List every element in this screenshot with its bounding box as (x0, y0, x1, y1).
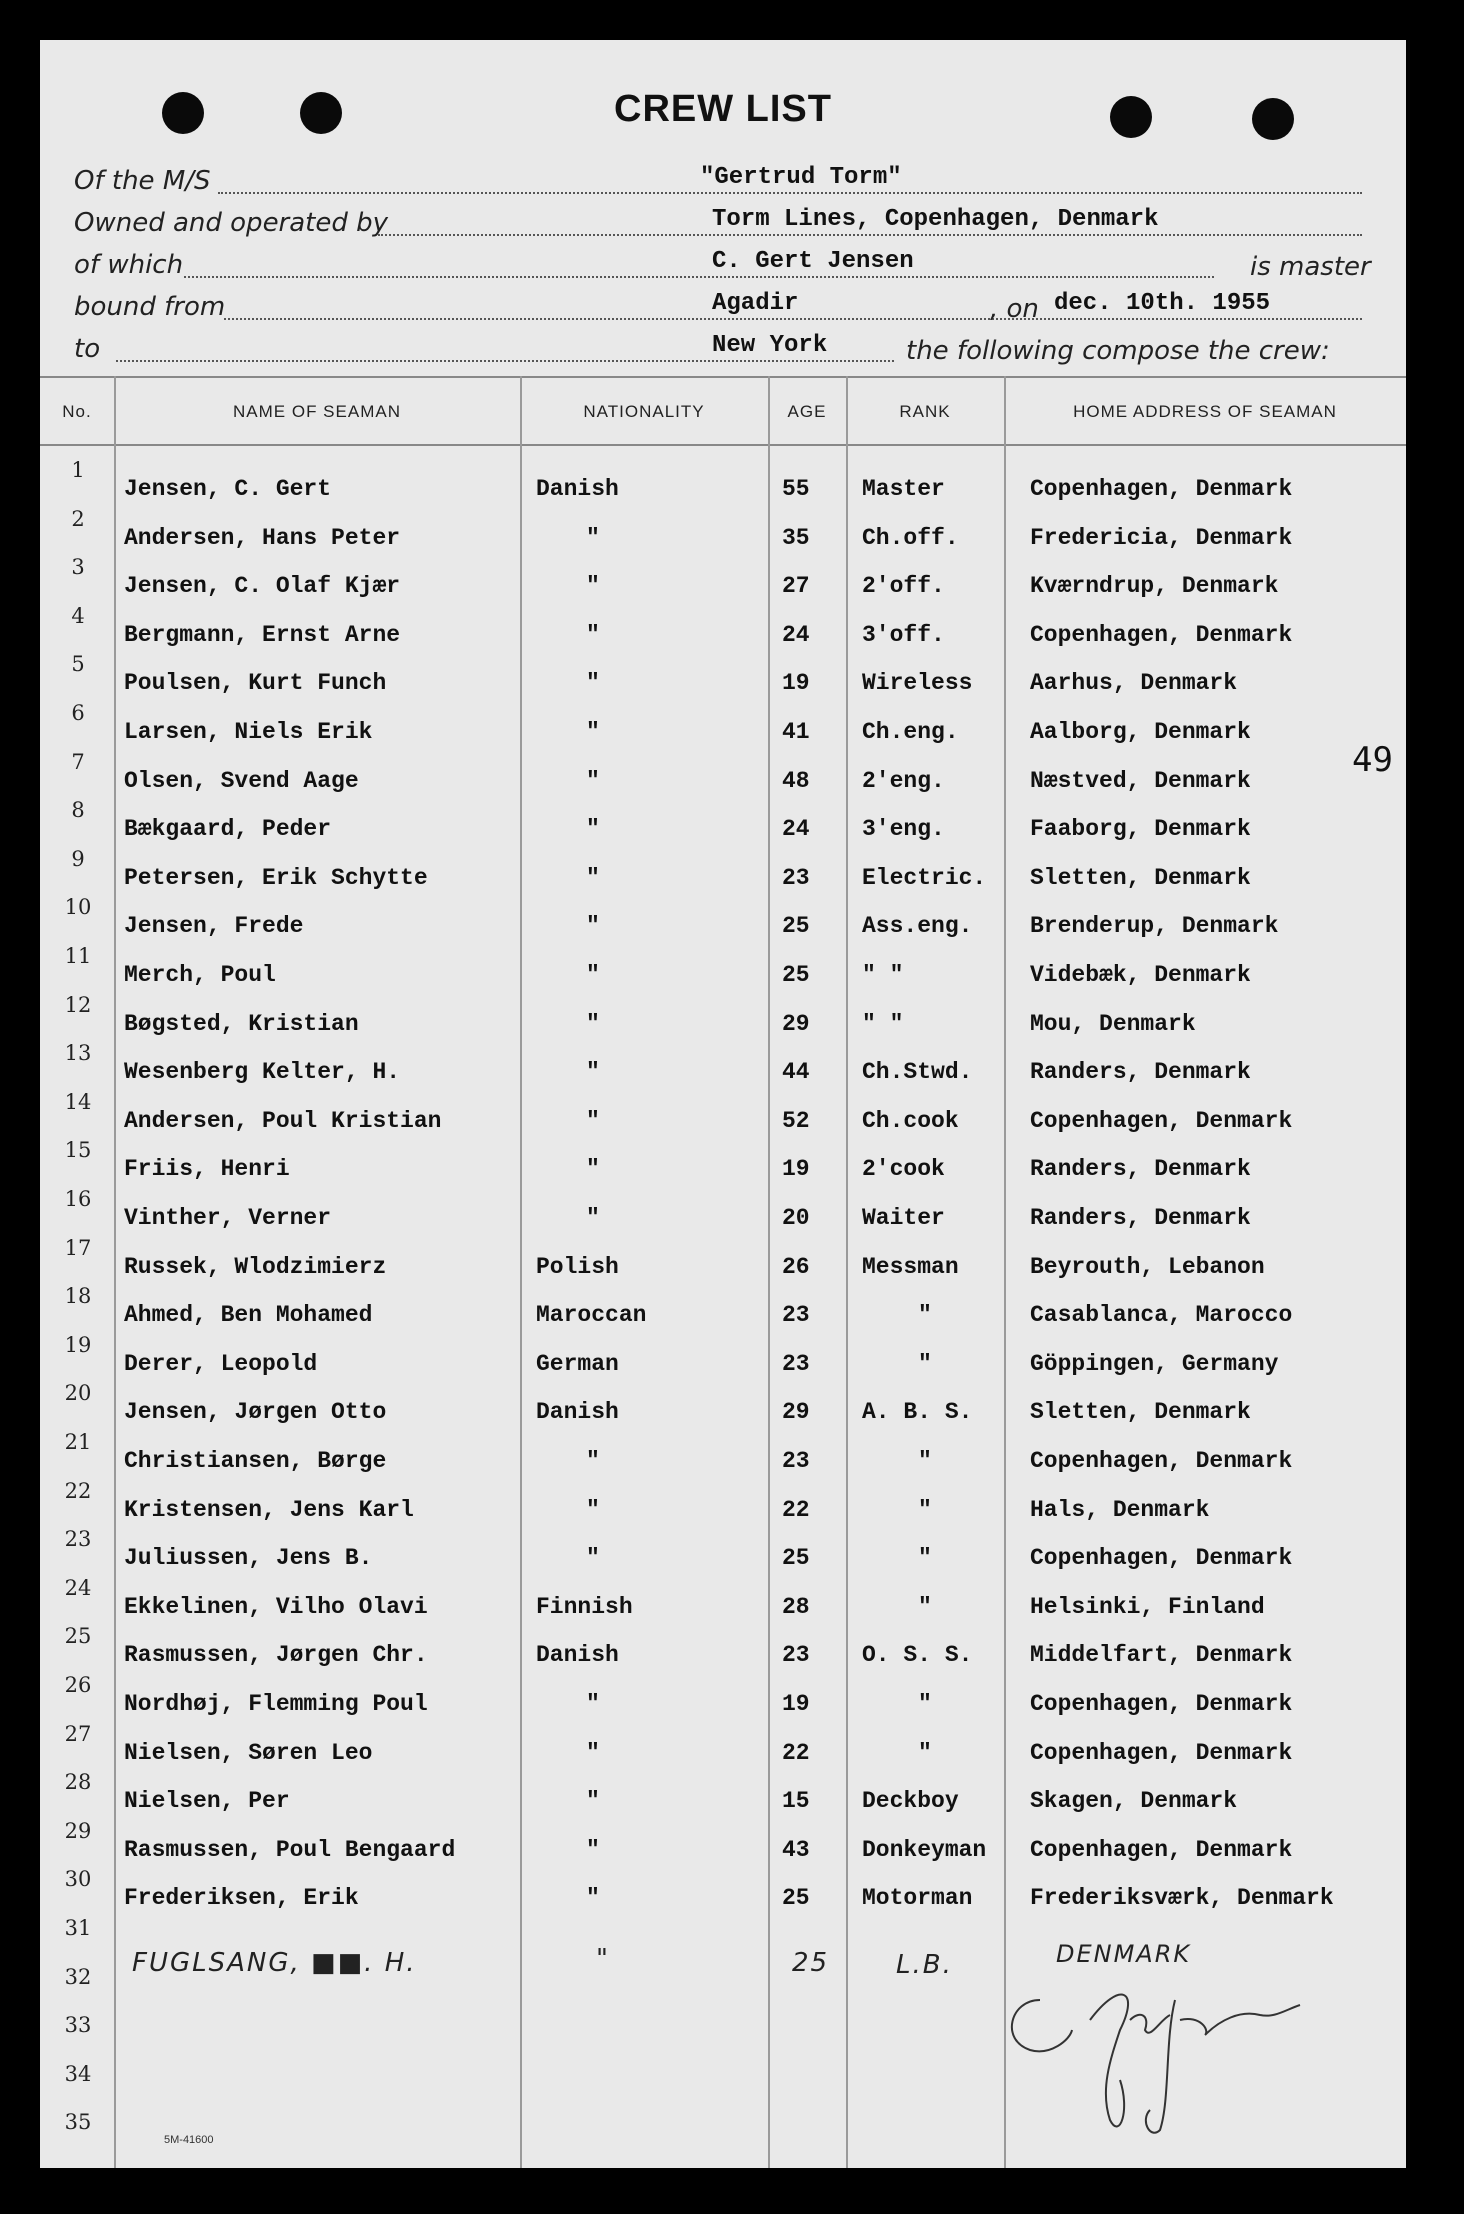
crew-name: Russek, Wlodzimierz (124, 1253, 387, 1280)
crew-nationality: Finnish (536, 1593, 633, 1620)
crew-rank: 2'eng. (862, 767, 945, 794)
crew-name: Nordhøj, Flemming Poul (124, 1691, 428, 1717)
crew-nationality: Danish (536, 1399, 619, 1426)
crew-age: 19 (782, 1156, 810, 1183)
crew-rank: 2'cook (862, 1156, 945, 1183)
crew-name: Jensen, C. Gert (124, 476, 332, 502)
crew-name: Rasmussen, Poul Bengaard (124, 1836, 456, 1863)
row-number: 5 (71, 652, 85, 677)
crew-age: 55 (782, 476, 810, 502)
crew-rank: Ch.Stwd. (862, 1059, 973, 1086)
crew-nationality: Danish (536, 1642, 619, 1669)
crew-rank: Ch.off. (862, 524, 959, 551)
row-number: 19 (64, 1332, 92, 1357)
crew-rank: " (918, 1545, 932, 1572)
crew-rank: " (918, 1302, 932, 1329)
crew-address: Copenhagen, Denmark (1030, 1545, 1293, 1572)
crew-name: Bergmann, Ernst Arne (124, 621, 401, 648)
crew-nationality: Maroccan (536, 1302, 647, 1329)
crew-nationality: " (586, 1545, 600, 1572)
crew-rank: 3'eng. (862, 816, 945, 843)
crew-age: 41 (782, 719, 810, 745)
crew-rank: Waiter (862, 1205, 945, 1231)
vessel-label: Of the M/S (74, 166, 211, 196)
crew-rank: " " (862, 962, 904, 988)
row-number: 14 (64, 1089, 92, 1114)
crew-nationality: " (586, 816, 600, 843)
form-number: 5M-41600 (164, 2134, 214, 2146)
crew-name: Frederiksen, Erik (124, 1885, 359, 1912)
following-label: the following compose the crew: (906, 336, 1330, 366)
crew-nationality: " (586, 621, 600, 648)
crew-name: Kristensen, Jens Karl (124, 1496, 414, 1523)
crew-rank: Master (862, 476, 945, 502)
crew-address: Randers, Denmark (1030, 1205, 1251, 1231)
crew-nationality: " (586, 1448, 600, 1474)
crew-name: Christiansen, Børge (124, 1448, 387, 1474)
row-number: 23 (64, 1527, 92, 1552)
row-number: 15 (64, 1138, 92, 1163)
crew-rank: Ass.eng. (862, 913, 973, 940)
crew-rank: " (918, 1448, 932, 1474)
crew-name: Andersen, Hans Peter (124, 524, 401, 551)
crew-rank: O. S. S. (862, 1642, 973, 1669)
master-signature (1000, 1960, 1310, 2150)
row-number: 22 (64, 1478, 92, 1503)
bound-from-value: Agadir (712, 290, 799, 317)
crew-age: 28 (782, 1593, 810, 1620)
col-address-header: HOME ADDRESS OF SEAMAN (1073, 402, 1337, 421)
crew-age: 25 (782, 1885, 810, 1912)
crew-age: 19 (782, 670, 810, 697)
crew-address: Aarhus, Denmark (1030, 670, 1238, 697)
owner-label: Owned and operated by (74, 208, 389, 238)
crew-nationality: " (586, 1107, 600, 1134)
crew-name: Nielsen, Per (124, 1788, 290, 1815)
row-number: 32 (64, 1964, 92, 1989)
crew-rank: Ch.cook (862, 1107, 959, 1134)
crew-nationality: " (586, 913, 600, 940)
handwritten-nationality: " (596, 1944, 610, 1974)
crew-nationality: " (586, 1691, 600, 1717)
crew-address: Copenhagen, Denmark (1030, 476, 1293, 502)
crew-rank: Messman (862, 1253, 959, 1280)
row-number: 24 (64, 1575, 92, 1600)
crew-name: Bækgaard, Peder (124, 816, 332, 843)
owner-value: Torm Lines, Copenhagen, Denmark (712, 206, 1159, 233)
handwritten-address: DENMARK (1056, 1940, 1192, 1968)
crew-age: 23 (782, 864, 810, 891)
crew-name: Nielsen, Søren Leo (124, 1739, 373, 1766)
crew-address: Göppingen, Germany (1030, 1350, 1279, 1377)
crew-address: Næstved, Denmark (1030, 767, 1251, 794)
crew-address: Casablanca, Marocco (1030, 1302, 1293, 1329)
row-number: 2 (71, 506, 85, 531)
crew-name: Vinther, Verner (124, 1205, 332, 1231)
crew-address: Randers, Denmark (1030, 1156, 1251, 1183)
crew-name: Jensen, Frede (124, 913, 304, 940)
crew-age: 25 (782, 962, 810, 988)
row-number: 27 (64, 1721, 92, 1746)
row-number: 35 (64, 2110, 92, 2135)
row-number: 21 (64, 1430, 92, 1454)
crew-rank: " (918, 1691, 932, 1717)
crew-rank: Ch.eng. (862, 719, 959, 745)
crew-age: 44 (782, 1059, 810, 1086)
row-number: 6 (71, 701, 85, 725)
row-number: 1 (71, 458, 85, 482)
col-age-header: AGE (787, 402, 827, 421)
row-number: 3 (71, 555, 85, 580)
crew-age: 29 (782, 1010, 810, 1037)
bound-from-label: bound from (74, 292, 226, 322)
crew-address: Copenhagen, Denmark (1030, 1107, 1293, 1134)
crew-name: Ekkelinen, Vilho Olavi (124, 1593, 428, 1620)
crew-rank: " (918, 1593, 932, 1620)
crew-age: 35 (782, 524, 810, 551)
is-master-label: is master (1250, 252, 1371, 282)
crew-name: Juliussen, Jens B. (124, 1545, 373, 1572)
crew-nationality: " (586, 1836, 600, 1863)
row-number: 10 (64, 895, 92, 920)
handwritten-name: FUGLSANG, ■■. H. (132, 1948, 417, 1978)
master-value: C. Gert Jensen (712, 248, 914, 275)
date-on-label: , on (990, 294, 1039, 324)
master-label: of which (74, 250, 184, 280)
vessel-name: "Gertrud Torm" (700, 164, 902, 191)
crew-name: Wesenberg Kelter, H. (124, 1059, 401, 1086)
crew-address: Randers, Denmark (1030, 1059, 1251, 1086)
crew-name: Bøgsted, Kristian (124, 1010, 359, 1037)
crew-address: Videbæk, Denmark (1030, 962, 1251, 988)
crew-age: 26 (782, 1253, 810, 1280)
crew-rank: A. B. S. (862, 1399, 973, 1426)
crew-age: 24 (782, 621, 810, 648)
crew-age: 23 (782, 1448, 810, 1474)
crew-name: Jensen, C. Olaf Kjær (124, 573, 401, 600)
crew-name: Petersen, Erik Schytte (124, 864, 428, 891)
crew-address: Copenhagen, Denmark (1030, 1448, 1293, 1474)
row-number: 33 (64, 2013, 92, 2038)
crew-nationality: Polish (536, 1253, 619, 1280)
crew-nationality: " (586, 670, 600, 697)
row-number: 9 (71, 846, 85, 871)
crew-age: 20 (782, 1205, 810, 1231)
crew-address: Helsinki, Finland (1030, 1593, 1265, 1620)
row-number: 20 (64, 1381, 92, 1406)
document-title: CREW LIST (614, 88, 832, 130)
crew-rank: 3'off. (862, 621, 945, 648)
crew-nationality: " (586, 524, 600, 551)
crew-name: Andersen, Poul Kristian (124, 1107, 442, 1134)
crew-age: 52 (782, 1107, 810, 1134)
crew-rank: Electric. (862, 864, 987, 891)
crew-age: 15 (782, 1788, 810, 1815)
row-number: 29 (64, 1818, 92, 1843)
crew-address: Faaborg, Denmark (1030, 816, 1251, 843)
crew-nationality: " (586, 719, 600, 745)
crew-address: Middelfart, Denmark (1030, 1642, 1293, 1669)
crew-nationality: " (586, 1059, 600, 1086)
crew-nationality: " (586, 1205, 600, 1231)
row-number: 30 (64, 1867, 92, 1892)
crew-address: Beyrouth, Lebanon (1030, 1253, 1265, 1280)
crew-nationality: " (586, 573, 600, 600)
date-value: dec. 10th. 1955 (1054, 290, 1271, 317)
crew-age: 48 (782, 767, 810, 794)
crew-age: 29 (782, 1399, 810, 1426)
row-number: 7 (71, 749, 85, 774)
crew-name: Larsen, Niels Erik (124, 719, 373, 745)
row-number: 26 (64, 1673, 92, 1697)
crew-name: Ahmed, Ben Mohamed (124, 1302, 373, 1329)
crew-rank: Wireless (862, 670, 973, 697)
crew-address: Kværndrup, Denmark (1030, 573, 1279, 600)
crew-nationality: " (586, 1739, 600, 1766)
crew-address: Frederiksværk, Denmark (1030, 1885, 1334, 1912)
col-rank-header: RANK (899, 402, 951, 421)
crew-address: Copenhagen, Denmark (1030, 1836, 1293, 1863)
page-number: 49 (1352, 740, 1393, 780)
crew-address: Sletten, Denmark (1030, 864, 1251, 891)
row-number: 16 (64, 1187, 92, 1211)
crew-address: Mou, Denmark (1030, 1010, 1196, 1037)
crew-nationality: German (536, 1350, 619, 1377)
crew-age: 27 (782, 573, 810, 600)
crew-nationality: " (586, 962, 600, 988)
crew-nationality: " (586, 767, 600, 794)
col-nationality-header: NATIONALITY (583, 402, 705, 421)
to-value: New York (712, 332, 828, 359)
row-number: 17 (64, 1235, 92, 1260)
row-number: 13 (64, 1041, 92, 1066)
crew-rank: Deckboy (862, 1788, 959, 1815)
crew-name: Poulsen, Kurt Funch (124, 670, 387, 697)
row-number: 28 (64, 1770, 92, 1795)
crew-nationality: " (586, 1156, 600, 1183)
crew-age: 25 (782, 1545, 810, 1572)
crew-name: Olsen, Svend Aage (124, 767, 359, 794)
crew-rank: Motorman (862, 1885, 973, 1912)
row-number: 31 (64, 1916, 92, 1940)
crew-rank: 2'off. (862, 573, 945, 600)
crew-address: Fredericia, Denmark (1030, 524, 1293, 551)
crew-rank: " (918, 1350, 932, 1377)
crew-nationality: " (586, 1010, 600, 1037)
crew-list-sheet (40, 40, 1406, 2168)
crew-age: 23 (782, 1350, 810, 1377)
crew-address: Skagen, Denmark (1030, 1788, 1238, 1815)
crew-name: Jensen, Jørgen Otto (124, 1399, 387, 1426)
crew-address: Copenhagen, Denmark (1030, 1691, 1293, 1717)
crew-address: Copenhagen, Denmark (1030, 621, 1293, 648)
crew-address: Copenhagen, Denmark (1030, 1739, 1293, 1766)
crew-age: 19 (782, 1691, 810, 1717)
crew-rank: " " (862, 1010, 904, 1037)
crew-address: Aalborg, Denmark (1030, 719, 1251, 745)
row-number: 12 (64, 992, 92, 1017)
crew-age: 25 (782, 913, 810, 940)
crew-nationality: " (586, 864, 600, 891)
crew-age: 23 (782, 1302, 810, 1329)
handwritten-rank: L.B. (896, 1950, 953, 1980)
crew-age: 23 (782, 1642, 810, 1669)
crew-name: Merch, Poul (124, 962, 276, 988)
row-number: 18 (64, 1284, 92, 1309)
handwritten-age: 25 (792, 1948, 830, 1978)
crew-rank: Donkeyman (862, 1836, 987, 1863)
crew-name: Friis, Henri (124, 1156, 290, 1183)
row-number: 4 (71, 603, 85, 628)
crew-address: Hals, Denmark (1030, 1496, 1210, 1523)
crew-nationality: " (586, 1885, 600, 1912)
crew-age: 22 (782, 1739, 810, 1766)
crew-nationality: Danish (536, 476, 619, 502)
row-number: 11 (64, 944, 92, 968)
crew-address: Brenderup, Denmark (1030, 913, 1279, 940)
crew-age: 43 (782, 1836, 810, 1863)
col-no-header: No. (62, 402, 92, 421)
col-name-header: NAME OF SEAMAN (233, 402, 401, 421)
crew-nationality: " (586, 1788, 600, 1815)
crew-address: Sletten, Denmark (1030, 1399, 1251, 1426)
row-number: 8 (71, 798, 85, 823)
crew-age: 22 (782, 1496, 810, 1523)
crew-nationality: " (586, 1496, 600, 1523)
to-label: to (74, 334, 101, 364)
row-number: 25 (64, 1624, 92, 1649)
crew-rank: " (918, 1739, 932, 1766)
row-number: 34 (64, 2061, 92, 2086)
crew-rank: " (918, 1496, 932, 1523)
crew-age: 24 (782, 816, 810, 843)
crew-name: Rasmussen, Jørgen Chr. (124, 1642, 428, 1669)
crew-name: Derer, Leopold (124, 1350, 318, 1377)
